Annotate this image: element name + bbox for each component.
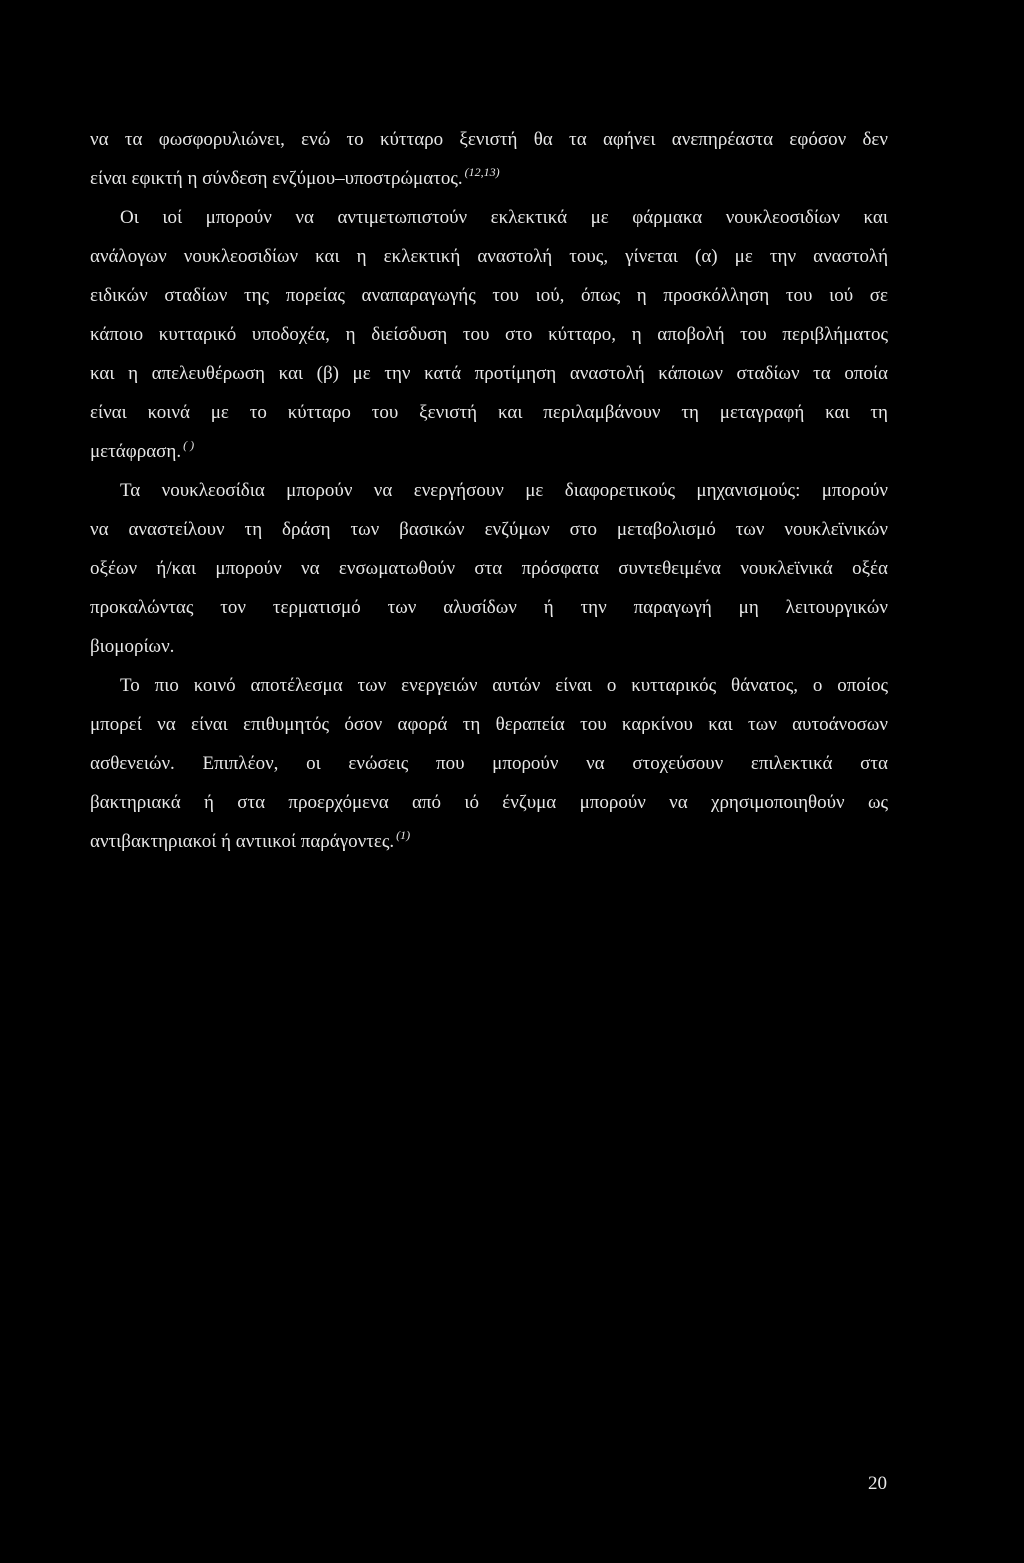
text-line: Τα νουκλεοσίδια μπορούν να ενεργήσουν με διαφορετικούς μηχανισμούς: μπορούν	[90, 471, 890, 510]
citation	[888, 750, 890, 764]
citation	[888, 126, 890, 140]
citation	[174, 633, 176, 647]
text-line: και η απελευθέρωση και (β) με την κατά προτίμηση αναστολή κάποιων σταδίων τα οποία	[90, 354, 890, 393]
citation	[888, 243, 890, 257]
text-line: Το πιο κοινό αποτέλεσμα των ενεργειών αυτών είναι ο κυτταρικός θάνατος, ο οποίος	[90, 666, 890, 705]
citation	[888, 789, 890, 803]
text-line: μπορεί να είναι επιθυμητός όσον αφορά τη θεραπεία του καρκίνου και των αυτοάνοσων	[90, 705, 890, 744]
text-line: είναι εφικτή η σύνδεση ενζύμου–υποστρώματος. $^{(12,13)}$	[90, 165, 500, 189]
text-line: μετάφραση. ( )	[90, 438, 195, 462]
document-body	[90, 120, 890, 861]
citation	[888, 516, 890, 530]
citation	[888, 672, 890, 686]
text-line: ανάλογων νουκλεοσιδίων και η εκλεκτική αναστολή τους, γίνεται (α) με την αναστολή	[90, 237, 890, 276]
citation	[888, 477, 890, 491]
text-line: ειδικών σταδίων της πορείας αναπαραγωγής του ιού, όπως η προσκόλληση του ιού σε	[90, 276, 890, 315]
citation	[888, 282, 890, 296]
citation: (12,13)	[464, 165, 500, 179]
text-line: προκαλώντας τον τερματισμό των αλυσίδων ή την παραγωγή μη λειτουργικών	[90, 588, 890, 627]
citation: (1)	[396, 828, 411, 842]
citation	[888, 360, 890, 374]
text-line: οξέων ή/και μπορούν να ενσωματωθούν στα πρόσφατα συντεθειμένα νουκλεϊνικά οξέα	[90, 549, 890, 588]
text-line: να τα φωσφορυλιώνει, ενώ το κύτταρο ξενιστή θα τα αφήνει ανεπηρέαστα εφόσον δεν	[90, 120, 890, 159]
text-line: κάποιο κυτταρικό υποδοχέα, η διείσδυση του στο κύτταρο, η αποβολή του περιβλήματος	[90, 315, 890, 354]
page-number: 20	[868, 1473, 887, 1494]
text-line: βιομορίων.	[90, 627, 890, 666]
text-line: βακτηριακά ή στα προερχόμενα από ιό ένζυμα μπορούν να χρησιμοποιηθούν ως	[90, 783, 890, 822]
citation	[888, 594, 890, 608]
citation	[888, 555, 890, 569]
citation	[888, 204, 890, 218]
text-line: ασθενειών. Επιπλέον, οι ενώσεις που μπορούν να στοχεύσουν επιλεκτικά στα	[90, 744, 890, 783]
text-line: αντιβακτηριακοί ή αντιικοί παράγοντες. $^{(1)}$	[90, 828, 411, 852]
text-line: είναι κοινά με το κύτταρο του ξενιστή και περιλαμβάνουν τη μεταγραφή και τη	[90, 393, 890, 432]
citation: ( )	[183, 438, 195, 452]
citation	[888, 399, 890, 413]
text-line: να αναστείλουν τη δράση των βασικών ενζύμων στο μεταβολισμό των νουκλεϊνικών	[90, 510, 890, 549]
citation	[888, 711, 890, 725]
citation	[888, 321, 890, 335]
text-line: Οι ιοί μπορούν να αντιμετωπιστούν εκλεκτικά με φάρμακα νουκλεοσιδίων και	[90, 198, 890, 237]
